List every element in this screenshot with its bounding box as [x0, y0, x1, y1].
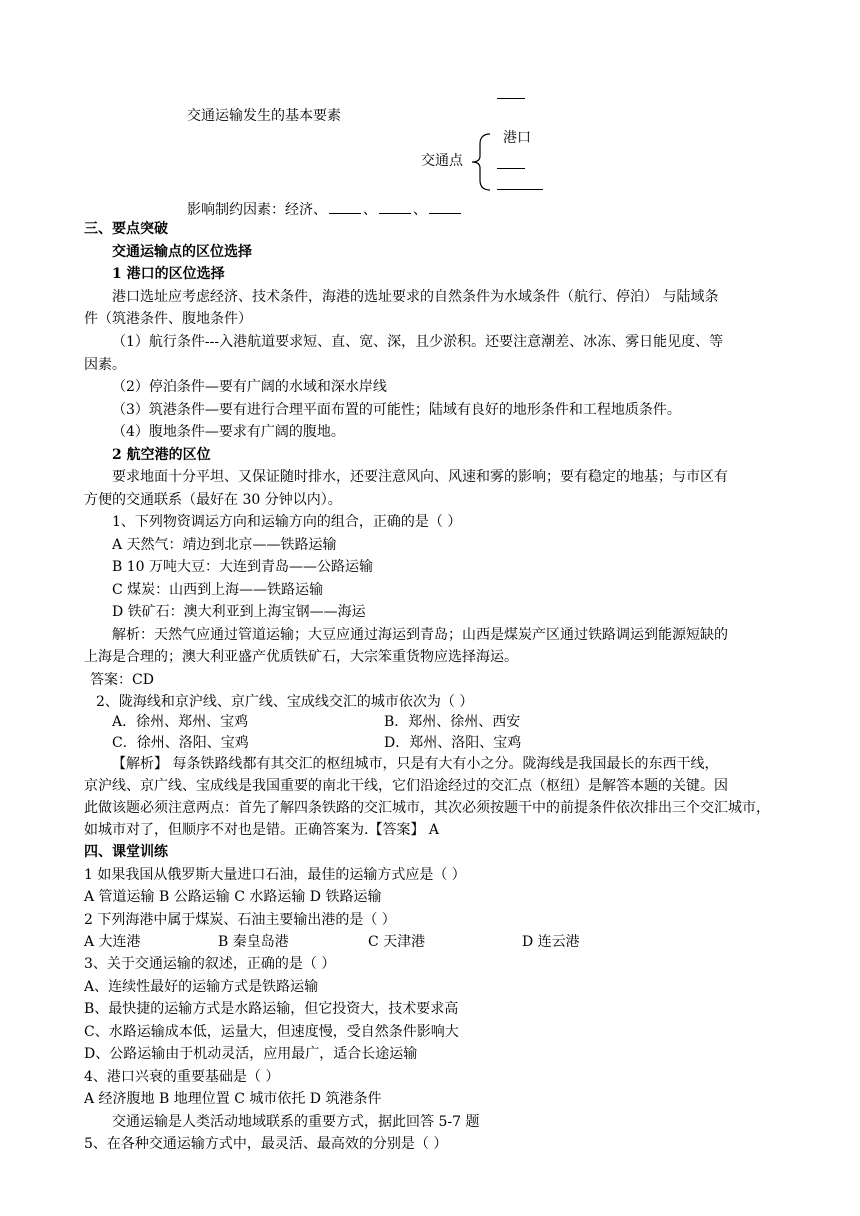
- analysis-1-line1: 解析：天然气应通过管道运输；大豆应通过海运到青岛；山西是煤炭产区通过铁路调运到能源短缺的: [112, 627, 728, 643]
- practice-question-4-options: A 经济腹地 B 地理位置 C 城市依托 D 筑港条件: [84, 1091, 382, 1107]
- blank-line-top: [497, 98, 525, 99]
- practice-question-5: 5、在各种交通运输方式中，最灵活、最高效的分别是（ ）: [84, 1136, 448, 1152]
- port-para-line2: 件（筑港条件、腹地条件）: [84, 311, 252, 327]
- condition-1-line2: 因素。: [84, 357, 126, 373]
- analysis-2-line4: 如城市对了，但顺序不对也是错。正确答案为.【答案】 A: [84, 822, 440, 838]
- practice-question-3: 3、关于交通运输的叙述，正确的是（ ）: [84, 956, 336, 972]
- section-3-heading: 三、要点突破: [84, 221, 168, 237]
- constraints-line: 影响制约因素：经济、 、 、: [187, 199, 463, 220]
- node-item-port: 港口: [503, 130, 531, 146]
- condition-1-line1: （1）航行条件---入港航道要求短、直、宽、深，且少淤积。还要注意潮差、冰冻、雾日能见度、等: [112, 334, 724, 350]
- constraints-prefix: 影响制约因素：经济、: [187, 202, 327, 218]
- question-2-option-b: B．郑州、徐州、西安: [384, 714, 521, 730]
- airport-para-line2: 方便的交通联系（最好在 30 分钟以内）。: [84, 492, 342, 508]
- node-label: 交通点: [421, 153, 463, 169]
- practice-question-2: 2 下列海港中属于煤炭、石油主要输出港的是（ ）: [84, 912, 396, 928]
- port-para-line1: 港口选址应考虑经济、技术条件，海港的选址要求的自然条件为水域条件（航行、停泊） 与陆域条: [112, 289, 719, 305]
- question-1-option-c: C 煤炭：山西到上海——铁路运输: [112, 582, 324, 598]
- basic-elements-label: 交通运输发生的基本要素: [187, 108, 341, 124]
- blank-line-node2: [497, 168, 525, 169]
- practice-question-2-option-b: B 秦皇岛港: [218, 934, 289, 950]
- airport-title: 2 航空港的区位: [112, 447, 211, 463]
- analysis-1-line2: 上海是合理的；澳大利亚盛产优质铁矿石，大宗笨重货物应选择海运。: [84, 649, 518, 665]
- question-1-option-d: D 铁矿石：澳大利亚到上海宝钢——海运: [112, 604, 366, 620]
- practice-question-3-option-a: A、连续性最好的运输方式是铁路运输: [84, 979, 319, 995]
- blank-1: [329, 199, 361, 214]
- condition-4: （4）腹地条件—要求有广阔的腹地。: [112, 424, 345, 440]
- practice-question-2-option-a: A 大连港: [84, 934, 141, 950]
- practice-question-4: 4、港口兴衰的重要基础是（ ）: [84, 1069, 280, 1085]
- question-1-option-b: B 10 万吨大豆：大连到青岛——公路运输: [112, 559, 374, 575]
- curly-brace-icon: [470, 132, 492, 192]
- analysis-2-line2: 京沪线、京广线、宝成线是我国重要的南北干线，它们沿途经过的交汇点（枢纽）是解答本题的关键。因: [84, 778, 728, 794]
- airport-para-line1: 要求地面十分平坦、又保证随时排水，还要注意风向、风速和雾的影响；要有稳定的地基；与市区有: [112, 469, 728, 485]
- section-3-subheading: 交通运输点的区位选择: [112, 244, 252, 260]
- blank-2: [379, 199, 411, 214]
- condition-3: （3）筑港条件—要有进行合理平面布置的可能性；陆域有良好的地形条件和工程地质条件。: [112, 402, 681, 418]
- practice-question-2-option-d: D 连云港: [522, 934, 580, 950]
- blank-line-node3: [497, 189, 543, 190]
- section-4-heading: 四、课堂训练: [84, 844, 168, 860]
- practice-question-1-options: A 管道运输 B 公路运输 C 水路运输 D 铁路运输: [84, 889, 382, 905]
- question-1-option-a: A 天然气：靖边到北京——铁路运输: [112, 537, 337, 553]
- practice-question-3-option-b: B、最快捷的运输方式是水路运输，但它投资大，技术要求高: [84, 1001, 459, 1017]
- condition-2: （2）停泊条件—要有广阔的水域和深水岸线: [112, 379, 387, 395]
- practice-question-2-option-c: C 天津港: [368, 934, 426, 950]
- practice-intro: 交通运输是人类活动地域联系的重要方式，据此回答 5-7 题: [112, 1114, 480, 1130]
- answer-1: 答案：CD: [90, 672, 154, 688]
- question-2-option-d: D．郑州、洛阳、宝鸡: [384, 735, 522, 751]
- practice-question-3-option-d: D、公路运输由于机动灵活，应用最广，适合长途运输: [84, 1046, 418, 1062]
- question-2: 2、陇海线和京沪线、京广线、宝成线交汇的城市依次为（ ）: [96, 694, 474, 710]
- practice-question-3-option-c: C、水路运输成本低，运量大，但速度慢，受自然条件影响大: [84, 1024, 459, 1040]
- practice-question-1: 1 如果我国从俄罗斯大量进口石油，最佳的运输方式应是（ ）: [84, 867, 466, 883]
- blank-3: [429, 199, 461, 214]
- question-2-option-a: A．徐州、郑州、宝鸡: [112, 714, 249, 730]
- port-title: 1 港口的区位选择: [112, 266, 225, 282]
- analysis-2-line3: 此做该题必须注意两点：首先了解四条铁路的交汇城市，其次必须按题干中的前提条件依次排出三个交汇城市，: [84, 800, 770, 816]
- question-1: 1、下列物资调运方向和运输方向的组合，正确的是（ ）: [112, 514, 462, 530]
- question-2-option-c: C．徐州、洛阳、宝鸡: [112, 735, 249, 751]
- analysis-2-line1: 【解析】 每条铁路线都有其交汇的枢纽城市，只是有大有小之分。陇海线是我国最长的东西干线，: [112, 756, 719, 772]
